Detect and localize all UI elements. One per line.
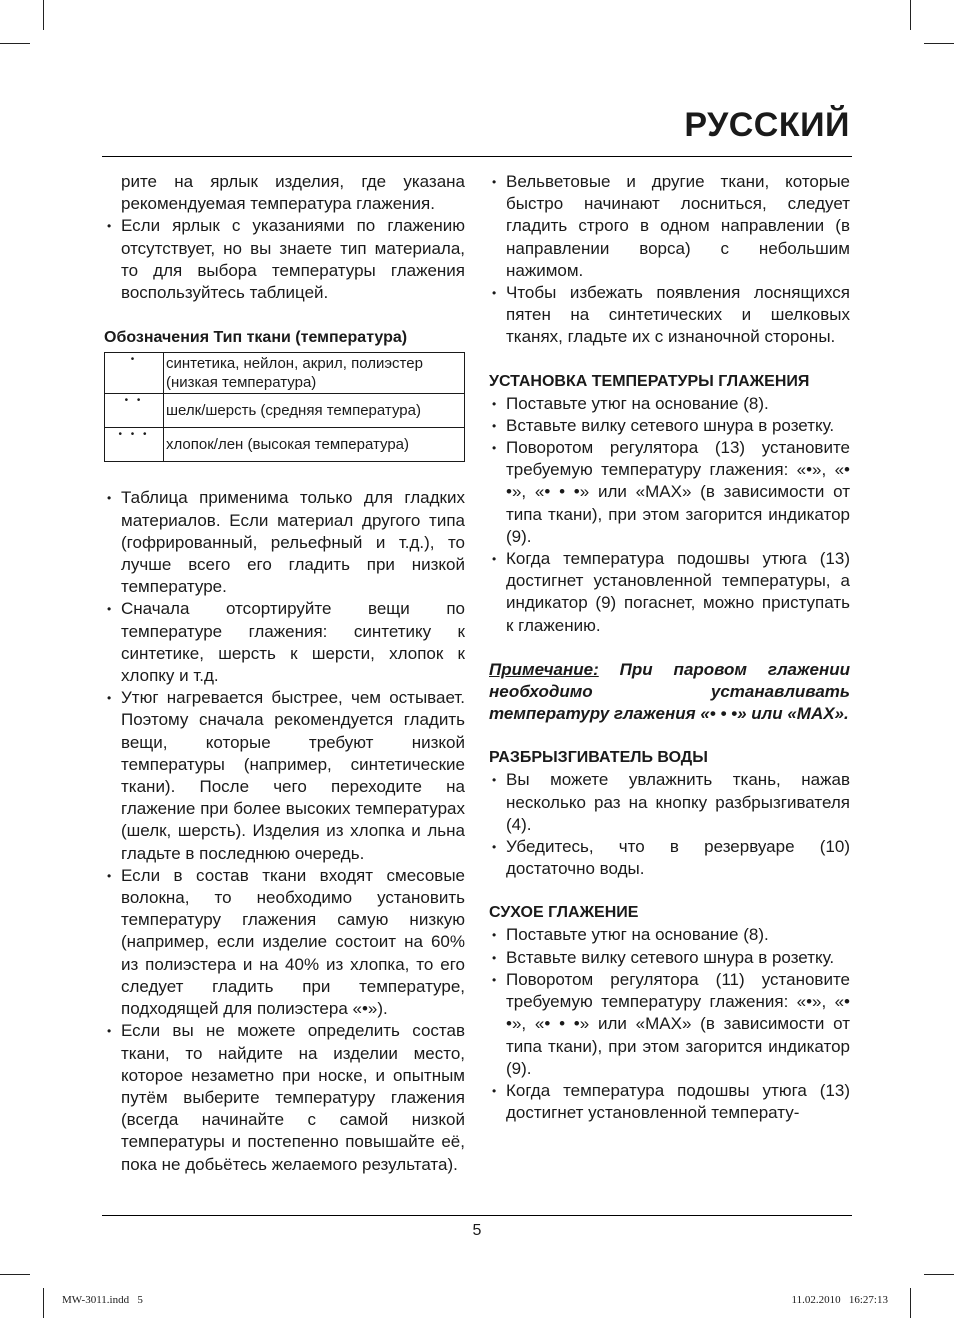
fabric-type: хлопок/лен (высокая температура) bbox=[164, 428, 465, 462]
print-slug-file: MW-3011.indd 5 bbox=[62, 1294, 143, 1306]
table-row bbox=[105, 394, 465, 428]
list-item: • Утюг нагревается быстрее, чем остывает. Поэтому сначала рекомендуется гладить вещи, которые требуют низкой температуры (например, синтетические ткани). После чего переходите на глажение при более высоких температурах (шелк, шерсть). Изделия из хлопка и льна гладьте в последнюю очередь. bbox=[104, 687, 465, 865]
list-item: • Поставьте утюг на основание (8). bbox=[489, 393, 850, 415]
fabric-type: шелк/шерсть (средняя температура) bbox=[164, 394, 465, 428]
fabric-temperature-table bbox=[104, 352, 465, 462]
list-item: • Убедитесь, что в резервуаре (10) достаточно воды. bbox=[489, 836, 850, 880]
header-rule bbox=[102, 156, 852, 157]
left-bullet-list-top bbox=[104, 215, 465, 304]
section-heading-water-sprayer: РАЗБРЫЗГИВАТЕЛЬ ВОДЫ bbox=[489, 749, 708, 767]
list-item: • Сначала отсортируйте вещи по температуре глажения: синтетику к синтетике, шерсть к шерсти, хлопок к хлопку и т.д. bbox=[104, 598, 465, 687]
list-item: • Если ярлык с указаниями по глажению отсутствует, но вы знаете тип материала, то для выбора температуры глажения воспользуйтесь таблицей. bbox=[104, 215, 465, 304]
list-item: • Таблица применима только для гладких материалов. Если материал другого типа (гофрированный, рельефный и т.д.), то лучше всего его гладить при низкой температуре. bbox=[104, 487, 465, 598]
list-item: • Вы можете увлажнить ткань, нажав несколько раз на кнопку разбрызгивателя (4). bbox=[489, 769, 850, 836]
crop-mark bbox=[43, 0, 44, 30]
left-column bbox=[104, 171, 465, 1176]
dry-ironing-bullet-list bbox=[489, 924, 850, 1124]
table-row bbox=[105, 428, 465, 462]
steam-note bbox=[489, 659, 850, 726]
crop-mark bbox=[43, 1288, 44, 1318]
temperature-symbol: • bbox=[105, 353, 164, 394]
crop-mark bbox=[910, 1288, 911, 1318]
crop-mark bbox=[910, 0, 911, 30]
language-header: РУССКИЙ bbox=[684, 106, 850, 144]
page-number: 5 bbox=[472, 1222, 482, 1239]
list-item: • Вставьте вилку сетевого шнура в розетку. bbox=[489, 947, 850, 969]
sprayer-bullet-list bbox=[489, 769, 850, 880]
table-row bbox=[105, 353, 465, 394]
list-item: • Чтобы избежать появления лоснящихся пятен на синтетических и шелковых тканях, гладьте их с изнаночной стороны. bbox=[489, 282, 850, 349]
note-text: При паровом глажении необходимо устанавливать температуру глажения «• • •» или «MAX». bbox=[489, 659, 850, 724]
temperature-symbol: • • • bbox=[105, 428, 164, 462]
note-label: Примечание: bbox=[489, 659, 599, 679]
list-item: • Поворотом регулятора (11) установите требуемую температуру глажения: «•», «• •», «• • •» или «MAX» (в зависимости от типа ткани), при этом загорится индикатор (9). bbox=[489, 969, 850, 1080]
temperature-symbol: • • bbox=[105, 394, 164, 428]
footer-rule bbox=[102, 1215, 852, 1216]
list-item: • Когда температура подошвы утюга (13) достигнет установленной температуры, а индикатор (9) погаснет, можно приступать к глажению. bbox=[489, 548, 850, 637]
section-heading-dry-ironing: СУХОЕ ГЛАЖЕНИЕ bbox=[489, 904, 639, 922]
crop-mark bbox=[0, 1274, 30, 1275]
right-column bbox=[489, 171, 850, 1124]
temperature-bullet-list bbox=[489, 393, 850, 637]
section-heading-temperature: УСТАНОВКА ТЕМПЕРАТУРЫ ГЛАЖЕНИЯ bbox=[489, 372, 810, 390]
left-bullet-list-bottom bbox=[104, 487, 465, 1175]
right-bullet-list-top bbox=[489, 171, 850, 349]
crop-mark bbox=[924, 43, 954, 44]
fabric-type: синтетика, нейлон, акрил, полиэстер (низкая температура) bbox=[164, 353, 465, 394]
intro-paragraph: рите на ярлык изделия, где указана рекомендуемая температура глажения. bbox=[121, 172, 465, 214]
table-title: Обозначения Тип ткани (температура) bbox=[104, 329, 408, 347]
list-item: • Если вы не можете определить состав ткани, то найдите на изделии место, которое незаметно при носке, и опытным путём выберите температуру глажения (всегда начинайте с самой низкой температуры и постепенно повышайте её, пока не добьётесь желаемого результата). bbox=[104, 1020, 465, 1175]
crop-mark bbox=[924, 1274, 954, 1275]
list-item: • Вельветовые и другие ткани, которые быстро начинают лосниться, следует гладить строго в одном направлении (в направлении ворса) с небольшим нажимом. bbox=[489, 171, 850, 282]
list-item: • Когда температура подошвы утюга (13) достигнет установленной температу- bbox=[489, 1080, 850, 1124]
list-item: • Поставьте утюг на основание (8). bbox=[489, 924, 850, 946]
list-item: • Вставьте вилку сетевого шнура в розетку. bbox=[489, 415, 850, 437]
list-item: • Поворотом регулятора (13) установите требуемую температуру глажения: «•», «• •», «• • •» или «MAX» (в зависимости от типа ткани), при этом загорится индикатор (9). bbox=[489, 437, 850, 548]
print-slug-date: 11.02.2010 16:27:13 bbox=[791, 1294, 888, 1306]
list-item: • Если в состав ткани входят смесовые волокна, то необходимо установить температуру глажения самую низкую (например, если изделие состоит на 60% из полиэстера и на 40% из хлопка, то его следует гладить при температуре, подходящей для полиэстера «•»). bbox=[104, 865, 465, 1020]
crop-mark bbox=[0, 43, 30, 44]
